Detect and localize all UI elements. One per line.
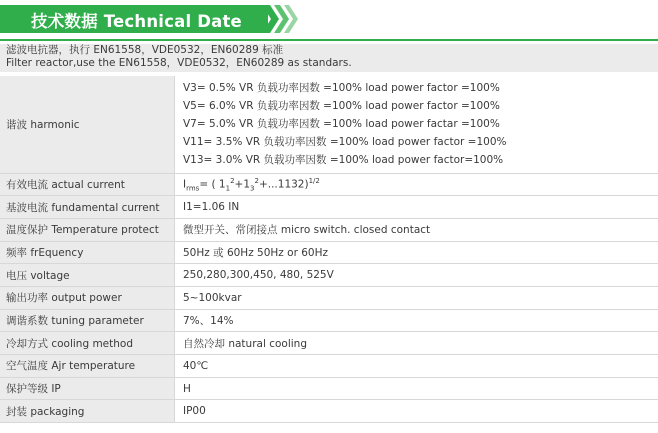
table-row [0, 264, 658, 287]
table-row [0, 218, 658, 241]
row-label: 冷却方式 cooling method [0, 332, 175, 355]
harmonic-line: V3= 0.5% VR 负载功率因数 =100% load power factor =100% [183, 82, 500, 95]
harmonic-line: V13= 3.0% VR 负载功率因数 =100% load power factor=100% [183, 154, 504, 167]
row-label: 频率 frEquency [0, 241, 175, 264]
table-row [0, 377, 658, 400]
note-line-cn: 滤波电抗器，执行 EN61558，VDE0532，EN60289 标准 [6, 44, 284, 56]
note-line-en: Filter reactor,use the EN61558，VDE0532，EN60289 as standars. [6, 57, 352, 69]
current-formula: $I_{rms}=$ ( $1_1^2+1_3^2+...1132)^{1/2}$ [183, 176, 320, 193]
row-value: 7%、14% [183, 314, 234, 327]
table-row [0, 309, 658, 332]
chevron-arrows-icon [262, 5, 302, 33]
row-value: 40℃ [183, 359, 209, 372]
row-value: 微型开关、常闭接点 micro switch. closed contact [183, 224, 431, 237]
table-row [0, 286, 658, 309]
row-value: 5~100kvar [183, 291, 242, 304]
row-label: 封装 packaging [0, 400, 175, 423]
header-rule [0, 39, 658, 41]
table-row [0, 332, 658, 355]
table-row [0, 173, 658, 196]
row-value: I1=1.06 IN [183, 201, 240, 214]
row-label: 有效电流 actual current [0, 173, 175, 196]
harmonic-line: V7= 5.0% VR 负载功率因数 =100% load power factar =100% [183, 118, 500, 131]
row-value: 50Hz 或 60Hz 50Hz or 60Hz [183, 246, 329, 259]
table-row [0, 355, 658, 378]
row-label: 基波电流 fundamental current [0, 196, 175, 219]
table-row [0, 400, 658, 423]
harmonic-line: V11= 3.5% VR 负载功率因数 =100% load power factor =100% [183, 136, 507, 149]
row-label: 温度保护 Temperature protect [0, 218, 175, 241]
row-label: 空气温度 Ajr temperature [0, 355, 175, 378]
harmonic-values [175, 76, 658, 173]
row-label: 输出功率 output power [0, 286, 175, 309]
row-label: 谐波 harmonic [0, 76, 175, 173]
row-value: 250,280,300,450, 480, 525V [183, 269, 334, 282]
row-value: H [183, 382, 191, 395]
row-value: 自然冷却 natural cooling [183, 337, 307, 350]
harmonic-line: V5= 6.0% VR 负载功率因数 =100% load power factor =100% [183, 100, 500, 113]
section-header [0, 5, 300, 33]
row-value: IP00 [183, 405, 206, 418]
table-row [0, 196, 658, 219]
spec-table [0, 76, 658, 423]
table-row [0, 76, 658, 173]
standards-note [0, 44, 658, 72]
row-label: 保护等级 IP [0, 377, 175, 400]
page-title: 技术数据 Technical Date [31, 12, 242, 31]
table-row [0, 241, 658, 264]
row-label: 电压 voltage [0, 264, 175, 287]
row-label: 调谐系数 tuning parameter [0, 309, 175, 332]
